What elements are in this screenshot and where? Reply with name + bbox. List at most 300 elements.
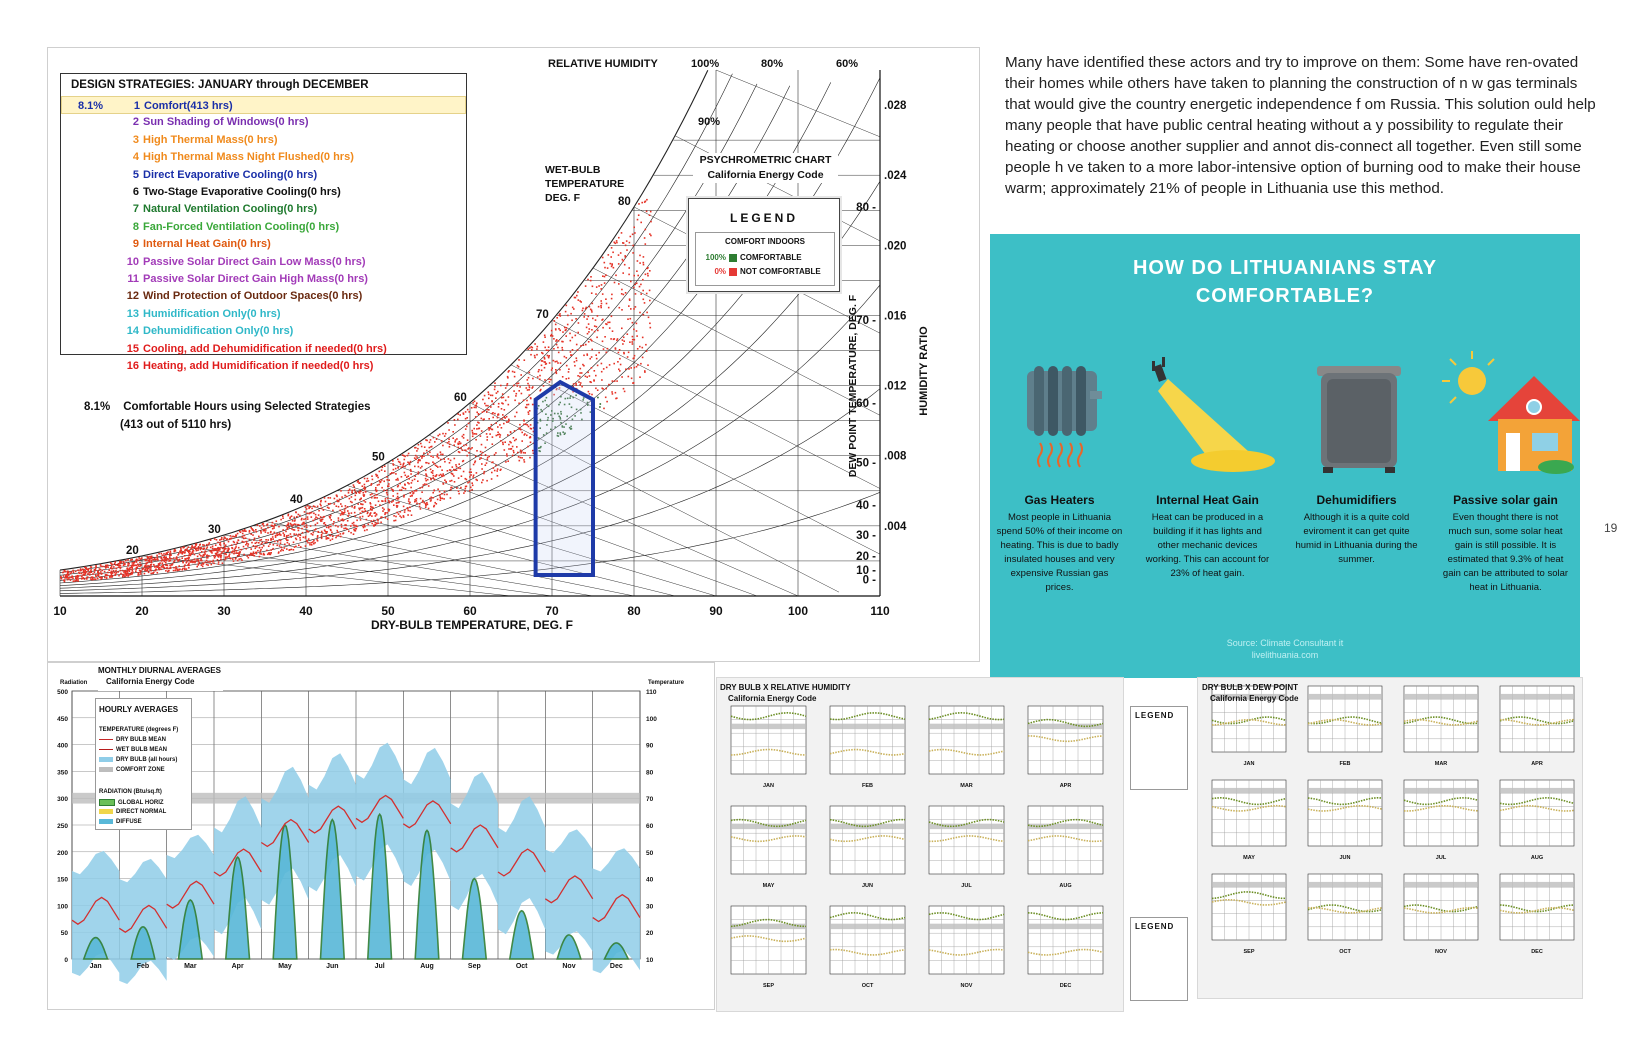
uncomfortable-hour-point [639,312,641,314]
uncomfortable-hour-point [417,480,419,482]
uncomfortable-hour-point [443,498,445,500]
uncomfortable-hour-point [360,491,362,493]
uncomfortable-hour-point [557,347,559,349]
uncomfortable-hour-point [186,548,188,550]
uncomfortable-hour-point [502,444,504,446]
uncomfortable-hour-point [429,442,431,444]
uncomfortable-hour-point [604,276,606,278]
uncomfortable-hour-point [127,563,129,565]
uncomfortable-hour-point [495,422,497,424]
uncomfortable-hour-point [188,564,190,566]
uncomfortable-hour-point [586,318,588,320]
uncomfortable-hour-point [571,320,573,322]
uncomfortable-hour-point [483,419,485,421]
uncomfortable-hour-point [288,543,290,545]
uncomfortable-hour-point [88,568,90,570]
uncomfortable-hour-point [566,378,568,380]
uncomfortable-hour-point [407,455,409,457]
uncomfortable-hour-point [471,430,473,432]
uncomfortable-hour-point [519,386,521,388]
wet-bulb-line [429,435,798,596]
humidity-ratio-tick-label: .020 [884,240,907,253]
uncomfortable-hour-point [539,379,541,381]
uncomfortable-hour-point [452,431,454,433]
uncomfortable-hour-point [494,382,496,384]
uncomfortable-hour-point [248,557,250,559]
uncomfortable-hour-point [445,433,447,435]
uncomfortable-hour-point [567,315,569,317]
uncomfortable-hour-point [629,341,631,343]
uncomfortable-hour-point [293,533,295,535]
uncomfortable-hour-point [449,444,451,446]
uncomfortable-hour-point [632,252,634,254]
uncomfortable-hour-point [252,534,254,536]
uncomfortable-hour-point [194,546,196,548]
uncomfortable-hour-point [620,364,622,366]
uncomfortable-hour-point [415,455,417,457]
uncomfortable-hour-point [325,501,327,503]
uncomfortable-hour-point [568,368,570,370]
x-tick-label: 60 [463,604,477,618]
uncomfortable-hour-point [463,412,465,414]
uncomfortable-hour-point [124,564,126,566]
uncomfortable-hour-point [558,328,560,330]
uncomfortable-hour-point [562,376,564,378]
uncomfortable-hour-point [579,372,581,374]
uncomfortable-hour-point [348,512,350,514]
uncomfortable-hour-point [373,525,375,527]
uncomfortable-hour-point [577,291,579,293]
uncomfortable-hour-point [412,491,414,493]
uncomfortable-hour-point [191,547,193,549]
uncomfortable-hour-point [198,560,200,562]
uncomfortable-hour-point [353,486,355,488]
uncomfortable-hour-point [236,542,238,544]
uncomfortable-hour-point [393,520,395,522]
uncomfortable-hour-point [338,501,340,503]
uncomfortable-hour-point [393,515,395,517]
strategy-label: Sun Shading of Windows(0 hrs) [143,116,309,129]
uncomfortable-hour-point [431,471,433,473]
uncomfortable-hour-point [294,546,296,548]
uncomfortable-hour-point [353,529,355,531]
uncomfortable-hour-point [386,512,388,514]
uncomfortable-hour-point [494,413,496,415]
uncomfortable-hour-point [184,564,186,566]
uncomfortable-hour-point [497,434,499,436]
uncomfortable-hour-point [295,538,297,540]
radiation-tick-label: 500 [57,689,68,696]
uncomfortable-hour-point [404,484,406,486]
uncomfortable-hour-point [269,543,271,545]
uncomfortable-hour-point [99,568,101,570]
uncomfortable-hour-point [627,333,629,335]
uncomfortable-hour-point [497,426,499,428]
uncomfortable-hour-point [186,568,188,570]
uncomfortable-hour-point [263,545,265,547]
uncomfortable-hour-point [217,559,219,561]
uncomfortable-hour-point [363,492,365,494]
uncomfortable-hour-point [476,428,478,430]
uncomfortable-hour-point [605,323,607,325]
uncomfortable-hour-point [481,463,483,465]
uncomfortable-hour-point [206,560,208,562]
uncomfortable-hour-point [375,515,377,517]
uncomfortable-hour-point [376,475,378,477]
uncomfortable-hour-point [498,406,500,408]
uncomfortable-hour-point [576,344,578,346]
uncomfortable-hour-point [207,546,209,548]
uncomfortable-hour-point [565,311,567,313]
strategy-label: Passive Solar Direct Gain Low Mass(0 hrs) [143,255,366,268]
uncomfortable-hour-point [130,559,132,561]
uncomfortable-hour-point [170,551,172,553]
uncomfortable-hour-point [355,499,357,501]
uncomfortable-hour-point [467,439,469,441]
uncomfortable-hour-point [613,267,615,269]
uncomfortable-hour-point [131,567,133,569]
uncomfortable-hour-point [600,305,602,307]
uncomfortable-hour-point [487,457,489,459]
uncomfortable-hour-point [470,474,472,476]
uncomfortable-hour-point [514,440,516,442]
uncomfortable-hour-point [475,460,477,462]
uncomfortable-hour-point [263,525,265,527]
uncomfortable-hour-point [198,548,200,550]
body-paragraph: Many have identified these actors and try to improve on them: Some have ren-ovated their homes while others have taken to planning the construction of n w gas terminals that would give the country energetic independence f om Russia. This solution ould help many people that have public central heating without a y possibility to regulate their heating or choose another supplier and annot dis-connect all together. Even still some people h ve taken to a more labor-intensive option of burning ood to make their house warm; approximately 21% of people in Lithuania use this method. [1005,54,1596,197]
uncomfortable-hour-point [466,426,468,428]
uncomfortable-hour-point [494,470,496,472]
uncomfortable-hour-point [330,515,332,517]
legend-row-not-comfortable: 0% NOT COMFORTABLE [714,267,821,276]
uncomfortable-hour-point [463,445,465,447]
month-label: Nov [562,963,576,970]
uncomfortable-hour-point [442,498,444,500]
uncomfortable-hour-point [426,450,428,452]
uncomfortable-hour-point [267,539,269,541]
uncomfortable-hour-point [125,560,127,562]
uncomfortable-hour-point [356,520,358,522]
uncomfortable-hour-point [629,242,631,244]
uncomfortable-hour-point [259,553,261,555]
uncomfortable-hour-point [611,263,613,265]
uncomfortable-hour-point [465,450,467,452]
uncomfortable-hour-point [411,514,413,516]
rh-label-60: 60% [836,58,859,70]
uncomfortable-hour-point [579,376,581,378]
chart-subtitle: California Energy Code [707,169,824,181]
uncomfortable-hour-point [461,475,463,477]
uncomfortable-hour-point [590,276,592,278]
uncomfortable-hour-point [228,556,230,558]
strategy-row [61,166,466,184]
card-body: Most people in Lithuania spend 50% of their income on heating. This is due to badly insulated houses and very expensive Russian gas prices. [996,512,1123,593]
uncomfortable-hour-point [333,521,335,523]
uncomfortable-hour-point [111,566,113,568]
rh-label-100: 100% [691,58,720,70]
uncomfortable-hour-point [488,427,490,429]
uncomfortable-hour-point [207,554,209,556]
uncomfortable-hour-point [397,479,399,481]
strategy-number: 4 [132,151,139,164]
uncomfortable-hour-point [536,348,538,350]
uncomfortable-hour-point [492,395,494,397]
uncomfortable-hour-point [261,539,263,541]
uncomfortable-hour-point [440,466,442,468]
wet-bulb-tick-label: 60 [454,391,467,404]
uncomfortable-hour-point [206,548,208,550]
uncomfortable-hour-point [340,514,342,516]
uncomfortable-hour-point [512,446,514,448]
uncomfortable-hour-point [621,289,623,291]
uncomfortable-hour-point [623,294,625,296]
mini-month-label: MAR [1434,761,1448,767]
uncomfortable-hour-point [447,442,449,444]
uncomfortable-hour-point [646,211,648,213]
uncomfortable-hour-point [486,411,488,413]
uncomfortable-hour-point [417,473,419,475]
card-passive-solar-gain [1436,321,1575,616]
uncomfortable-hour-point [471,447,473,449]
uncomfortable-hour-point [153,564,155,566]
uncomfortable-hour-point [449,462,451,464]
uncomfortable-hour-point [529,387,531,389]
uncomfortable-hour-point [608,254,610,256]
uncomfortable-hour-point [216,548,218,550]
uncomfortable-hour-point [541,352,543,354]
uncomfortable-hour-point [633,287,635,289]
uncomfortable-hour-point [628,376,630,378]
uncomfortable-hour-point [544,367,546,369]
uncomfortable-hour-point [63,580,65,582]
uncomfortable-hour-point [188,560,190,562]
uncomfortable-hour-point [525,424,527,426]
uncomfortable-hour-point [474,407,476,409]
uncomfortable-hour-point [138,574,140,576]
uncomfortable-hour-point [168,570,170,572]
x-axis-title: DRY-BULB TEMPERATURE, DEG. F [371,618,574,632]
uncomfortable-hour-point [111,572,113,574]
uncomfortable-hour-point [591,349,593,351]
uncomfortable-hour-point [233,536,235,538]
uncomfortable-hour-point [338,506,340,508]
uncomfortable-hour-point [589,375,591,377]
uncomfortable-hour-point [505,461,507,463]
uncomfortable-hour-point [87,576,89,578]
strategy-label: Dehumidification Only(0 hrs) [143,325,294,338]
uncomfortable-hour-point [238,540,240,542]
radiation-tick-label: 250 [57,823,68,830]
uncomfortable-hour-point [625,292,627,294]
uncomfortable-hour-point [649,233,651,235]
uncomfortable-hour-point [255,542,257,544]
uncomfortable-hour-point [243,546,245,548]
uncomfortable-hour-point [297,535,299,537]
uncomfortable-hour-point [351,492,353,494]
uncomfortable-hour-point [591,356,593,358]
uncomfortable-hour-point [622,272,624,274]
uncomfortable-hour-point [188,557,190,559]
uncomfortable-hour-point [203,548,205,550]
uncomfortable-hour-point [377,522,379,524]
uncomfortable-hour-point [480,457,482,459]
uncomfortable-hour-point [240,558,242,560]
uncomfortable-hour-point [392,460,394,462]
uncomfortable-hour-point [469,476,471,478]
uncomfortable-hour-point [472,433,474,435]
uncomfortable-hour-point [200,555,202,557]
uncomfortable-hour-point [534,357,536,359]
uncomfortable-hour-point [234,549,236,551]
uncomfortable-hour-point [389,502,391,504]
uncomfortable-hour-point [627,318,629,320]
uncomfortable-hour-point [78,578,80,580]
uncomfortable-hour-point [68,574,70,576]
uncomfortable-hour-point [605,388,607,390]
dew-point-tick-label: 70 - [856,315,876,328]
uncomfortable-hour-point [199,544,201,546]
uncomfortable-hour-point [469,471,471,473]
uncomfortable-hour-point [430,469,432,471]
uncomfortable-hour-point [601,371,603,373]
strategy-label: Wind Protection of Outdoor Spaces(0 hrs) [143,290,363,303]
uncomfortable-hour-point [610,256,612,258]
uncomfortable-hour-point [101,573,103,575]
uncomfortable-hour-point [203,563,205,565]
uncomfortable-hour-point [439,434,441,436]
dew-point-tick-label: 40 - [856,500,876,513]
uncomfortable-hour-point [282,529,284,531]
uncomfortable-hour-point [247,545,249,547]
uncomfortable-hour-point [521,393,523,395]
humidity-ratio-tick-label: .024 [884,170,907,183]
uncomfortable-hour-point [639,376,641,378]
uncomfortable-hour-point [159,567,161,569]
uncomfortable-hour-point [454,481,456,483]
uncomfortable-hour-point [204,545,206,547]
uncomfortable-hour-point [432,470,434,472]
uncomfortable-hour-point [127,572,129,574]
uncomfortable-hour-point [442,454,444,456]
uncomfortable-hour-point [470,469,472,471]
card-title: Internal Heat Gain [1156,493,1259,507]
uncomfortable-hour-point [205,562,207,564]
uncomfortable-hour-point [132,570,134,572]
uncomfortable-hour-point [136,567,138,569]
uncomfortable-hour-point [239,551,241,553]
uncomfortable-hour-point [448,441,450,443]
uncomfortable-hour-point [371,523,373,525]
uncomfortable-hour-point [496,392,498,394]
uncomfortable-hour-point [369,513,371,515]
uncomfortable-hour-point [619,358,621,360]
uncomfortable-hour-point [550,335,552,337]
uncomfortable-hour-point [650,211,652,213]
uncomfortable-hour-point [193,547,195,549]
uncomfortable-hour-point [442,433,444,435]
uncomfortable-hour-point [118,575,120,577]
uncomfortable-hour-point [395,468,397,470]
uncomfortable-hour-point [440,454,442,456]
comfortable-hour-point [597,397,599,399]
uncomfortable-hour-point [313,540,315,542]
uncomfortable-hour-point [272,538,274,540]
psychrometric-chart-panel [47,47,980,662]
uncomfortable-hour-point [354,525,356,527]
uncomfortable-hour-point [221,555,223,557]
uncomfortable-hour-point [317,540,319,542]
uncomfortable-hour-point [344,509,346,511]
uncomfortable-hour-point [363,494,365,496]
radiation-tick-label: 350 [57,769,68,777]
uncomfortable-hour-point [565,329,567,331]
uncomfortable-hour-point [521,457,523,459]
uncomfortable-hour-point [265,539,267,541]
uncomfortable-hour-point [232,550,234,552]
uncomfortable-hour-point [591,329,593,331]
uncomfortable-hour-point [89,574,91,576]
uncomfortable-hour-point [72,578,74,580]
uncomfortable-hour-point [485,405,487,407]
uncomfortable-hour-point [422,501,424,503]
uncomfortable-hour-point [360,498,362,500]
uncomfortable-hour-point [419,503,421,505]
uncomfortable-hour-point [425,507,427,509]
uncomfortable-hour-point [632,245,634,247]
uncomfortable-hour-point [645,243,647,245]
uncomfortable-hour-point [376,523,378,525]
uncomfortable-hour-point [139,570,141,572]
uncomfortable-hour-point [454,458,456,460]
uncomfortable-hour-point [597,315,599,317]
uncomfortable-hour-point [354,507,356,509]
uncomfortable-hour-point [304,511,306,513]
uncomfortable-hour-point [418,466,420,468]
uncomfortable-hour-point [177,568,179,570]
uncomfortable-hour-point [418,444,420,446]
uncomfortable-hour-point [480,451,482,453]
mini-comfort-band [1404,694,1478,699]
uncomfortable-hour-point [187,550,189,552]
uncomfortable-hour-point [444,490,446,492]
uncomfortable-hour-point [545,363,547,365]
uncomfortable-hour-point [129,569,131,571]
uncomfortable-hour-point [200,548,202,550]
uncomfortable-hour-point [303,537,305,539]
uncomfortable-hour-point [443,458,445,460]
uncomfortable-hour-point [395,479,397,481]
uncomfortable-hour-point [91,571,93,573]
uncomfortable-hour-point [367,478,369,480]
uncomfortable-hour-point [261,543,263,545]
uncomfortable-hour-point [634,339,636,341]
uncomfortable-hour-point [340,536,342,538]
uncomfortable-hour-point [306,530,308,532]
uncomfortable-hour-point [229,539,231,541]
uncomfortable-hour-point [164,567,166,569]
uncomfortable-hour-point [184,549,186,551]
uncomfortable-hour-point [312,534,314,536]
uncomfortable-hour-point [595,293,597,295]
uncomfortable-hour-point [188,563,190,565]
uncomfortable-hour-point [616,380,618,382]
uncomfortable-hour-point [348,531,350,533]
uncomfortable-hour-point [602,293,604,295]
uncomfortable-hour-point [448,458,450,460]
mini-month-label: NOV [960,983,973,989]
uncomfortable-hour-point [467,409,469,411]
uncomfortable-hour-point [612,380,614,382]
